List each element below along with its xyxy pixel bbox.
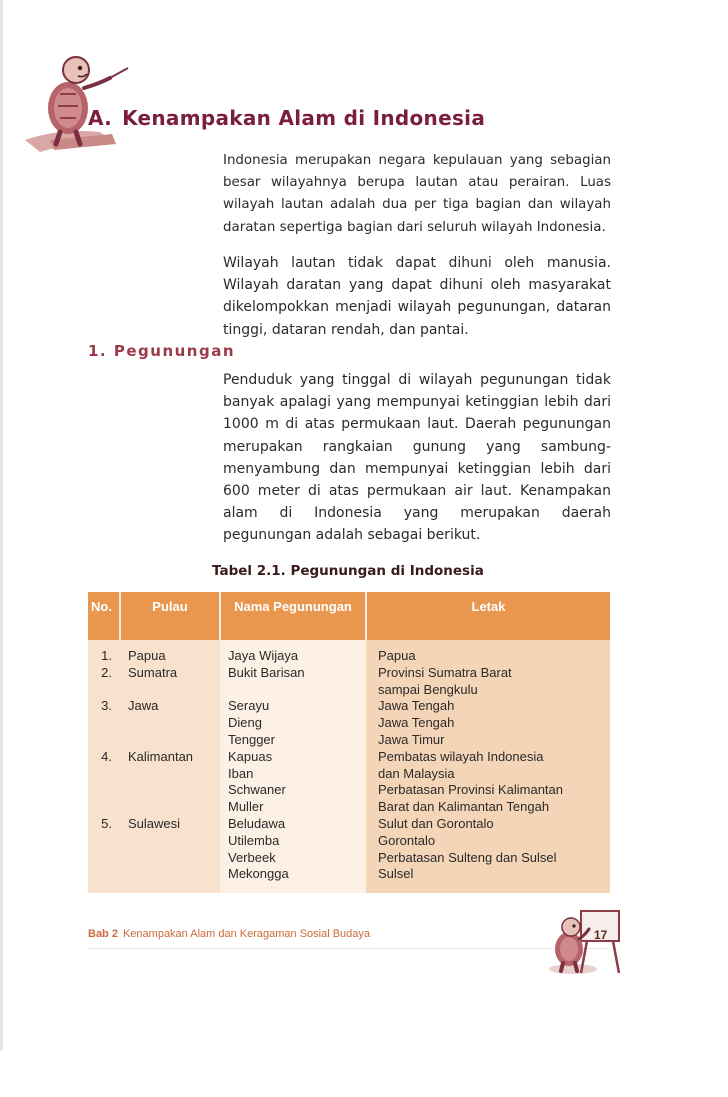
location-line: Jawa Timur [378,731,445,747]
turtle-teacher-icon [20,48,135,158]
row-mountains [220,665,366,699]
footer-divider [88,948,610,949]
paragraph-intro: Indonesia merupakan negara kepulauan yang sebagian besar wilayahnya berupa lautan atau perairan. Luas wilayah lautan adalah dua per tiga bagian dan wilayah daratan sepertiga bagian dari seluruh wilayah Indonesia. [223,153,611,235]
mountain-name: Tengger [228,731,275,747]
section-letter: A. [88,106,113,130]
table-row [88,816,610,893]
mountain-name: Serayu [228,698,270,714]
row-location [366,648,610,665]
table-row [88,665,610,699]
location-line: Perbatasan Provinsi Kalimantan [378,782,563,798]
header-nama-pegunungan: Nama Pegunungan [220,592,366,640]
location-line: Papua [378,648,416,663]
mountain-name: Dieng [228,715,262,731]
row-number: 1. [88,648,120,665]
mountain-name: Mekongga [228,866,289,882]
table-row [88,648,610,665]
table-row [88,698,610,748]
mountains-table [88,592,610,893]
row-mountains [220,749,366,816]
location-line: Provinsi Sumatra Barat [378,664,512,680]
location-line: Perbatasan Sulteng dan Sulsel [378,849,557,865]
table-caption: Tabel 2.1. Pegunungan di Indonesia [212,563,484,579]
mountain-name: Kapuas [228,748,273,764]
row-island: Sumatra [120,665,220,699]
location-line: dan Malaysia [378,765,455,781]
mountain-name: Utilemba [228,832,280,848]
mountain-name: Schwaner [228,782,286,798]
location-line: Sulsel [378,866,414,882]
table-header-row [88,592,610,640]
header-pulau: Pulau [120,592,220,640]
header-letak: Letak [366,592,610,640]
row-island: Sulawesi [120,816,220,893]
location-line: Pembatas wilayah Indonesia [378,748,544,764]
page-edge-rule [0,0,3,1050]
row-mountains [220,648,366,665]
location-line: Sulut dan Gorontalo [378,815,494,831]
footer-chapter [88,928,370,940]
row-number: 5. [88,816,120,893]
row-mountains [220,816,366,893]
row-location [366,749,610,816]
section-title [88,106,495,130]
location-line: sampai Bengkulu [378,681,478,697]
mountain-name: Muller [228,799,264,815]
row-island: Papua [120,648,220,665]
table-row [88,749,610,816]
footer-chapter-number: Bab 2 [88,928,118,940]
location-line: Jawa Tengah [378,715,455,731]
row-location [366,816,610,893]
mountain-name: Bukit Barisan [228,664,305,680]
paragraph-mountains: Penduduk yang tinggal di wilayah pegunungan tidak banyak apalagi yang mempunyai ketinggian lebih dari 1000 m di atas permukaan laut. Daerah pegunungan merupakan rangkaian gunung yang sambung-menyambung dan mempunyai ketinggian lebih dari 600 meter di atas permukaan air laut. Kenampakan alam di Indonesia yang merupakan daerah pegunungan adalah sebagai berikut. [223,372,611,544]
mountain-name: Iban [228,765,254,781]
subsection-heading: 1. Pegunungan [88,342,236,360]
mountain-name: Jaya Wijaya [228,648,299,663]
row-island: Kalimantan [120,749,220,816]
paragraph-land-areas: Wilayah lautan tidak dapat dihuni oleh manusia. Wilayah daratan yang dapat dihuni oleh masyarakat dikelompokkan menjadi wilayah pegunungan, dataran tinggi, dataran rendah, dan pantai. [223,255,611,338]
row-number: 3. [88,698,120,748]
turtle-easel-icon [545,905,625,977]
footer-chapter-title: Kenampakan Alam dan Keragaman Sosial Budaya [122,928,371,940]
location-line: Jawa Tengah [378,698,455,714]
mountain-name: Beludawa [228,815,286,831]
location-line: Gorontalo [378,832,436,848]
section-title-text: Kenampakan Alam di Indonesia [122,106,486,130]
header-no: No. [88,592,120,640]
mountain-name: Verbeek [228,849,276,865]
page-number: 17 [594,928,608,942]
row-number: 2. [88,665,120,699]
row-location [366,665,610,699]
row-mountains [220,698,366,748]
row-location [366,698,610,748]
row-island: Jawa [120,698,220,748]
row-number: 4. [88,749,120,816]
location-line: Barat dan Kalimantan Tengah [378,799,550,815]
